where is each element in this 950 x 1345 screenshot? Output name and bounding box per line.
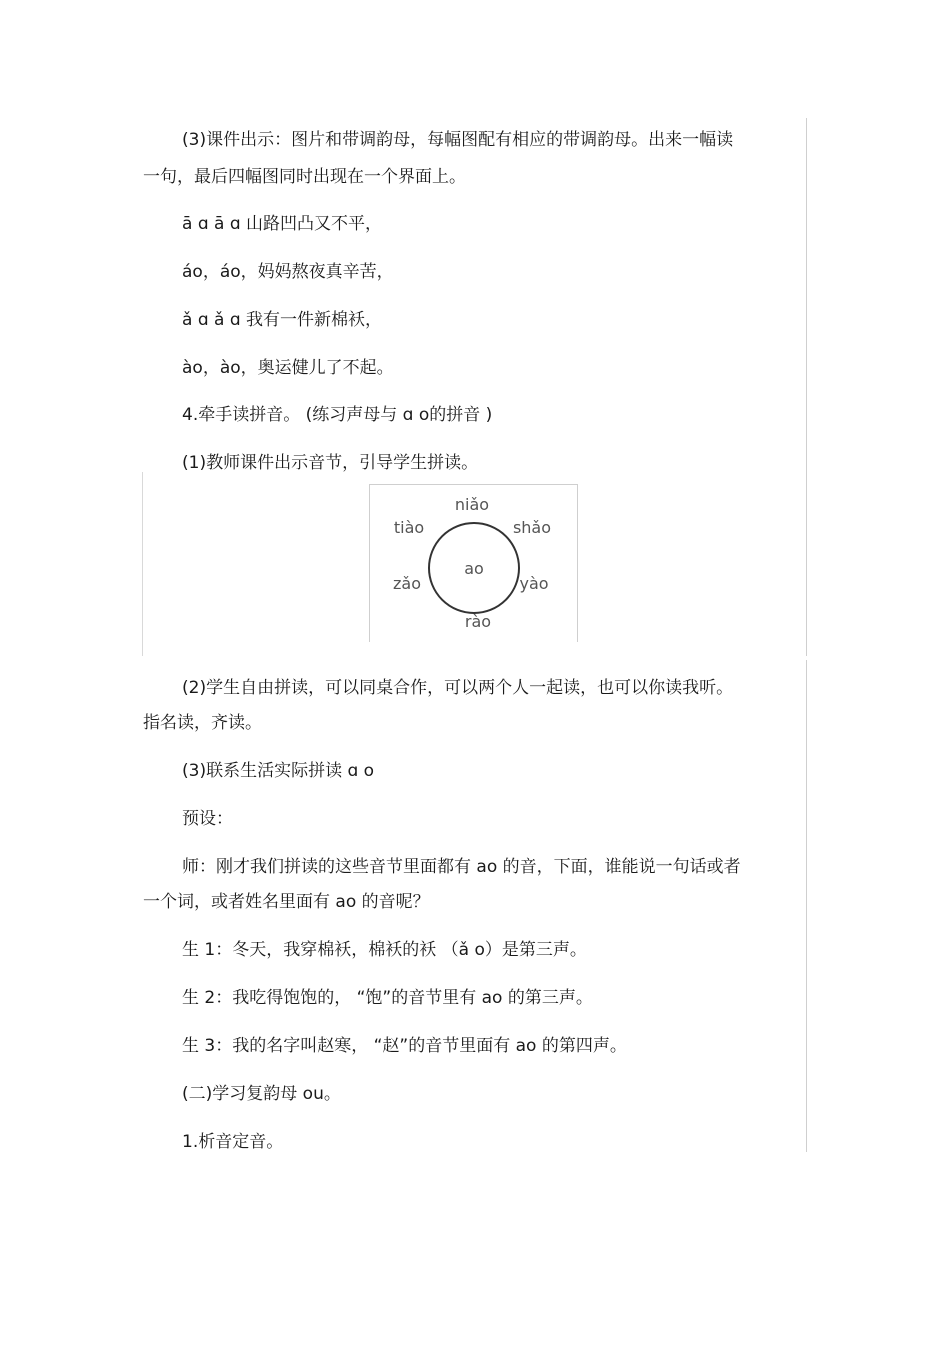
diagram-syllable: yào [519, 574, 549, 593]
paragraph-line: (3)联系生活实际拼读 ɑ o [182, 761, 375, 781]
page-border-right-lower [806, 660, 807, 1152]
paragraph-line: (3)课件出示：图片和带调韵母，每幅图配有相应的带调韵母。出来一幅读 [182, 130, 734, 150]
diagram-syllable: tiào [393, 518, 425, 537]
diagram-center-label: ao [464, 559, 484, 578]
paragraph-line: áo，áo，妈妈熬夜真辛苦， [182, 262, 394, 282]
paragraph-line: ā ɑ ā ɑ 山路凹凸又不平， [182, 214, 383, 234]
paragraph-line: 生 3：我的名字叫赵寒， “赵”的音节里面有 ao 的第四声。 [182, 1036, 627, 1056]
paragraph-line: (2)学生自由拼读，可以同桌合作，可以两个人一起读，也可以你读我听。 [182, 678, 734, 698]
paragraph-line: 一句，最后四幅图同时出现在一个界面上。 [143, 167, 466, 187]
page-border-right [806, 118, 807, 656]
paragraph-line: 师：刚才我们拼读的这些音节里面都有 ao 的音，下面，谁能说一句话或者 [182, 857, 741, 877]
paragraph-line: 指名读，齐读。 [143, 713, 262, 733]
syllable-diagram [369, 484, 578, 642]
diagram-syllable: shǎo [512, 518, 552, 537]
paragraph-line: 预设： [182, 809, 233, 829]
paragraph-line: (1)教师课件出示音节，引导学生拼读。 [182, 453, 479, 473]
page-border-left [142, 472, 143, 656]
section-heading: 1.析音定音。 [182, 1132, 284, 1152]
paragraph-line: 生 1：冬天，我穿棉袄，棉袄的袄 （ǎ o）是第三声。 [182, 940, 587, 960]
diagram-syllable: niǎo [454, 495, 490, 514]
diagram-syllable: zǎo [393, 574, 421, 593]
paragraph-line: 生 2：我吃得饱饱的， “饱”的音节里有 ao 的第三声。 [182, 988, 593, 1008]
paragraph-line: 一个词，或者姓名里面有 ao 的音呢？ [143, 892, 430, 912]
paragraph-line: ǎ ɑ ǎ ɑ 我有一件新棉袄， [182, 310, 383, 330]
section-heading: 4.牵手读拼音。 (练习声母与 ɑ o的拼音 ) [182, 405, 493, 425]
paragraph-line: ào，ào，奥运健儿了不起。 [182, 358, 394, 378]
diagram-syllable: rào [464, 612, 492, 631]
section-heading: (二)学习复韵母 ou。 [182, 1084, 341, 1104]
